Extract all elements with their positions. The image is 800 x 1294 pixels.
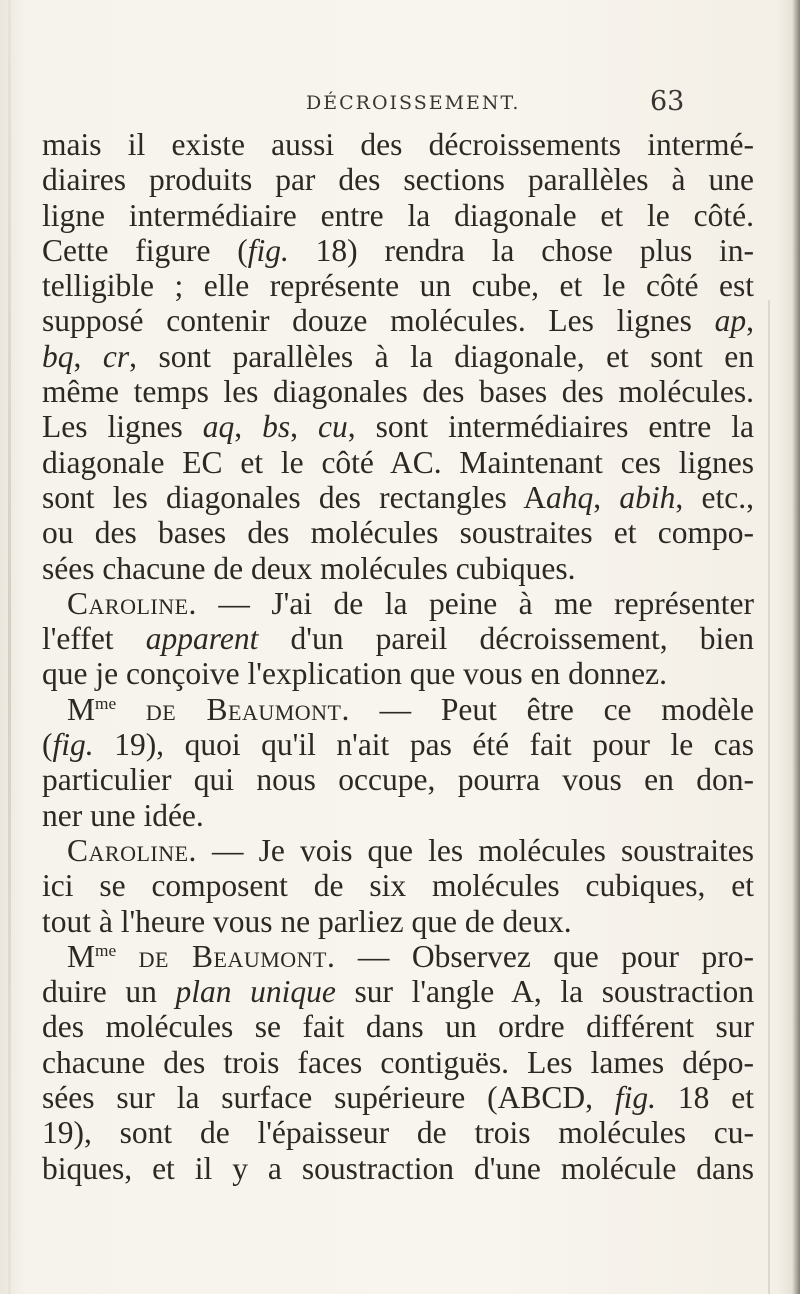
page-edge-line (768, 300, 770, 1294)
text-run: duire un (42, 974, 176, 1010)
text-line (42, 409, 754, 444)
text-line (42, 374, 754, 409)
text-line (42, 762, 754, 797)
text-line (42, 515, 754, 550)
text-run: M (67, 691, 96, 727)
page-edge-shadow (778, 0, 800, 1294)
text-run: ner une idée. (42, 797, 204, 833)
text-run: 19), quoi qu'il n'ait pas été fait pour le cas (93, 727, 754, 763)
text-run: Cette figure ( (42, 232, 248, 268)
italic-text: fig. (247, 232, 289, 268)
text-run: l'effet (42, 621, 146, 657)
italic-text: cu (318, 409, 348, 445)
text-run (116, 939, 139, 974)
text-line (42, 268, 754, 303)
text-line (42, 727, 754, 762)
speaker-name: de Beaumont. (145, 691, 350, 727)
text-run: même temps les diagonales des bases des molécules. (42, 374, 754, 410)
text-run: , (290, 409, 319, 445)
text-run: , (593, 479, 620, 515)
text-run: ligne intermédiaire entre la diagonale et le côté. (42, 197, 754, 233)
text-run: , (73, 338, 103, 374)
text-line (42, 339, 754, 374)
text-run (116, 692, 146, 727)
text-run: que je conçoive l'explication que vous en donnez. (42, 656, 667, 692)
text-line (42, 127, 754, 162)
italic-text: cr (102, 338, 130, 374)
text-run: , (746, 303, 754, 339)
text-line (42, 904, 754, 939)
text-line (42, 480, 754, 515)
text-run: mais il existe aussi des décroissements intermé- (42, 127, 754, 162)
italic-text: bs (262, 409, 291, 445)
text-line (42, 656, 754, 691)
text-run: biques, et il y a soustraction d'une molécule dans (42, 1150, 754, 1186)
text-run: diagonale EC et le côté AC. Maintenant ces lignes (42, 444, 754, 480)
text-run: chacune des trois faces contiguës. Les lames dépo- (42, 1044, 754, 1080)
italic-text: fig. (52, 727, 94, 763)
text-run: , etc., (675, 479, 754, 515)
text-run: Les lignes (42, 409, 203, 445)
text-line (42, 198, 754, 233)
italic-text: ap (714, 303, 747, 339)
text-line (42, 868, 754, 903)
page-number: 63 (650, 86, 685, 117)
superscript-text: me (95, 693, 117, 713)
text-run: 18) rendra la chose plus in- (288, 232, 754, 268)
text-line (42, 162, 754, 197)
text-run: sées chacune de deux molécules cubiques. (42, 550, 576, 586)
speaker-name: Caroline. (67, 585, 197, 621)
text-line (42, 974, 754, 1009)
text-run: supposé contenir douze molécules. Les lignes (42, 303, 715, 339)
text-run: ou des bases des molécules soustraites et compo- (42, 515, 754, 551)
body-text (42, 127, 754, 1186)
text-line (42, 586, 754, 621)
italic-text: bq (42, 338, 74, 374)
text-run: telligible ; elle représente un cube, et le côté est (42, 268, 754, 304)
text-run: particulier qui nous occupe, pourra vous en don- (42, 762, 754, 798)
text-line (42, 1080, 754, 1115)
text-line (42, 551, 754, 586)
text-run: diaires produits par des sections parallèles à une (42, 162, 754, 198)
superscript-text: me (95, 940, 117, 960)
text-line (42, 692, 754, 727)
italic-text: abih (619, 479, 676, 515)
italic-text: ahq (546, 479, 594, 515)
italic-text: apparent (145, 621, 259, 657)
text-run: ( (42, 727, 53, 763)
text-line (42, 445, 754, 480)
running-title: DÉCROISSEMENT. (306, 92, 521, 114)
speaker-name: Caroline. (67, 832, 197, 868)
speaker-name: de Beaumont. (138, 938, 336, 974)
text-run: — Observez que pour pro- (335, 938, 755, 974)
page-gutter-shadow (8, 0, 11, 1294)
text-run: , sont parallèles à la diagonale, et sont en (129, 338, 755, 374)
text-line (42, 1045, 754, 1080)
text-run: d'un pareil décroissement, bien (258, 621, 754, 657)
text-run: tout à l'heure vous ne parliez que de deux. (42, 903, 572, 939)
text-line (42, 939, 754, 974)
text-run: — Je vois que les molécules soustraites (196, 832, 754, 868)
italic-text: aq (202, 409, 235, 445)
text-line (42, 303, 754, 338)
italic-text: plan unique (175, 974, 336, 1010)
text-run: , sont intermédiaires entre la (347, 409, 755, 445)
text-line (42, 1115, 754, 1150)
text-line (42, 233, 754, 268)
text-run: sur l'angle A, la soustraction (335, 974, 754, 1010)
text-run: ici se composent de six molécules cubiques, et (42, 868, 754, 904)
text-run: des molécules se fait dans un ordre différent sur (42, 1009, 754, 1045)
text-run: sées sur la surface supérieure (ABCD, (42, 1080, 615, 1116)
text-line (42, 621, 754, 656)
text-run: — Peut être ce modèle (349, 691, 754, 727)
italic-text: fig. (614, 1080, 657, 1116)
text-run: M (67, 938, 96, 974)
running-head (0, 86, 800, 126)
text-run: 18 et (656, 1080, 754, 1116)
text-line (42, 1009, 754, 1044)
text-run: — J'ai de la peine à me représenter (196, 585, 754, 621)
text-run: sont les diagonales des rectangles A (42, 479, 547, 515)
text-line (42, 833, 754, 868)
text-line (42, 798, 754, 833)
text-line (42, 1151, 754, 1186)
text-run: 19), sont de l'épaisseur de trois molécules cu- (42, 1115, 754, 1151)
text-run: , (234, 409, 263, 445)
